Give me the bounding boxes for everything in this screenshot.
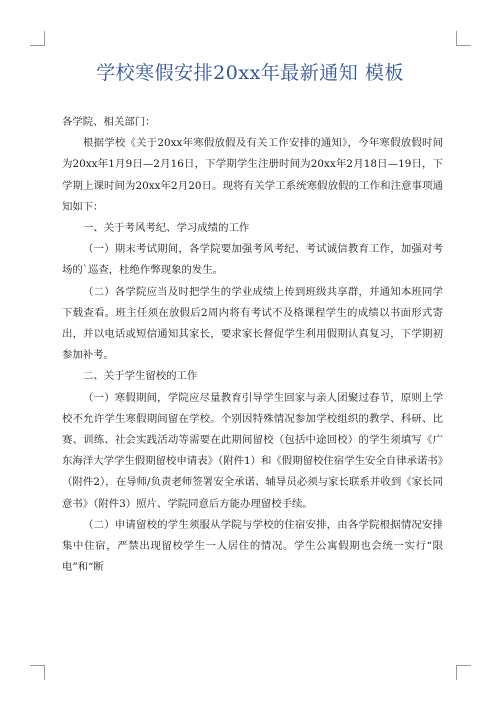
document-body — [62, 112, 443, 578]
section-heading-exams: 一、关于考风考纪、学习成绩的工作 — [83, 222, 250, 235]
section-heading-stay: 二、关于学生留校的工作 — [83, 370, 198, 383]
paragraph-stay-1: （一）寒假期间，学院应尽量教育引导学生回家与亲人团聚过春节，原则上学校不允许学生寒假期间留在学校。个别因特殊情况参加学校组织的教学、科研、比赛、训练、社会实践活动等需要在此期间留校（包括中途回校）的学生须填写《广东海洋大学学生假期留校申请表》（附件1）和《假期留校住宿学生安全自律承诺书》（附件2），在导师/负责老师签署安全承诺、辅导员必须与家长联系并收到《家长同意书》（附件3）照片、学院同意后方能办理留校手续。 — [62, 391, 443, 510]
paragraph-exams-2: （二）各学院应当及时把学生的学业成绩上传到班级共享群，并通知本班同学下载查看。班主任须在放假后2周内将有考试不及格课程学生的成绩以书面形式寄出，并以电话或短信通知其家长，要求家长督促学生利用假期认真复习，下学期初参加补考。 — [62, 285, 443, 362]
crop-mark-top-left — [30, 31, 45, 46]
crop-mark-bottom-right — [456, 665, 471, 680]
crop-mark-bottom-left — [30, 665, 45, 680]
paragraph-exams-1: （一）期末考试期间，各学院要加强考风考纪、考试诚信教育工作，加强对考场的`巡查，杜绝作弊现象的发生。 — [62, 243, 443, 277]
salutation: 各学院、相关部门： — [62, 116, 156, 128]
crop-mark-top-right — [456, 31, 471, 46]
paragraph-stay-2: （二）申请留校的学生须服从学院与学校的住宿安排，由各学院根据情况安排集中住宿，严禁出现留校学生一人居住的情况。学生公寓假期也会统一实行“限电”和“断 — [62, 518, 443, 574]
document-title: 学校寒假安排20xx年最新通知 模板 — [96, 62, 404, 84]
paragraph-intro: 根据学校《关于20xx年寒假放假及有关工作安排的通知》，今年寒假放假时间为20xx年1月9日—2月16日，下学期学生注册时间为20xx年2月18日—19日，下学期上课时间为20xx年2月20日。现将有关学工系统寒假放假的工作和注意事项通知如下： — [62, 137, 443, 213]
